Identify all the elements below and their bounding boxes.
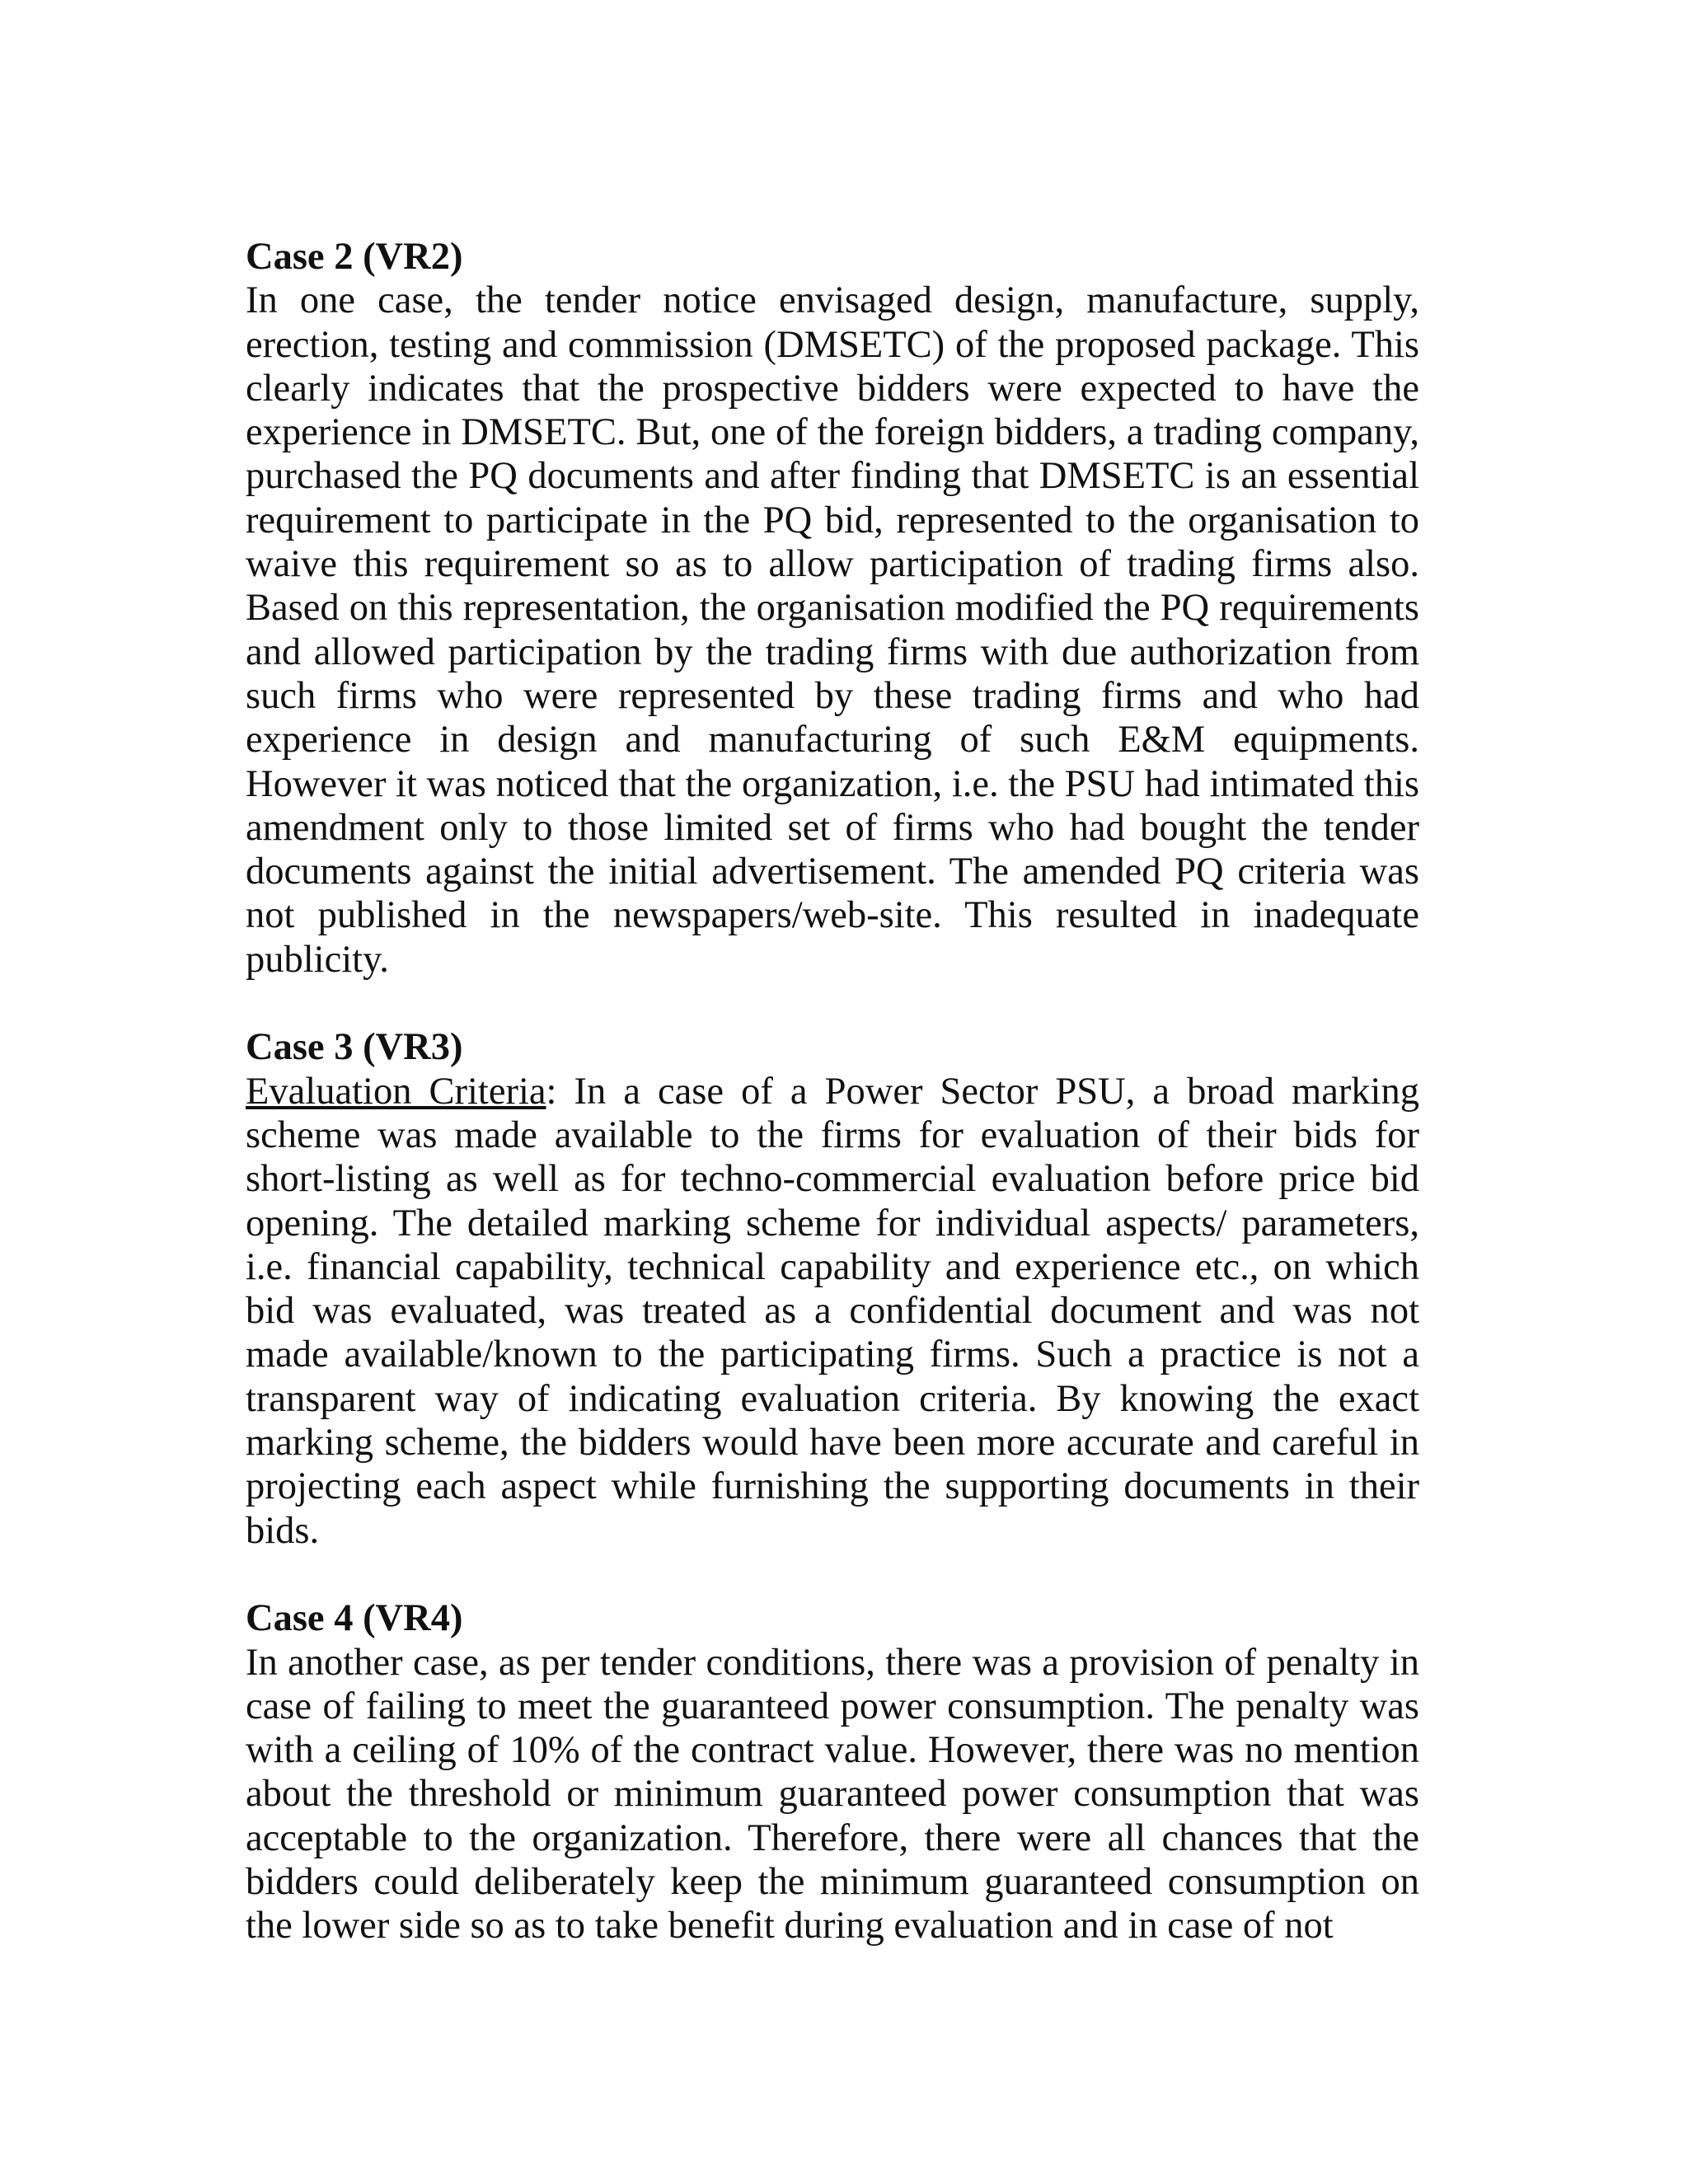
case-2-section xyxy=(246,235,1419,982)
case-4-heading: Case 4 (VR4) xyxy=(246,1597,463,1640)
case-3-paragraph xyxy=(246,1070,1419,1553)
case-4-paragraph: In another case, as per tender conditions, there was a provision of penalty in case of failing to meet the guaranteed power consumption. The penalty was with a ceiling of 10% of the contract value. However, there was no mention about the threshold or minimum guaranteed power consumption that was acceptable to the organization. Therefore, there were all chances that the bidders could deliberately keep the minimum guaranteed consumption on the lower side so as to take benefit during evaluation and in case of not xyxy=(246,1641,1419,1947)
case-3-text: : In a case of a Power Sector PSU, a broad marking scheme was made available to the firms for evaluation of their bids for short-listing as well as for techno-commercial evaluation before price bid opening. The detailed marking scheme for individual aspects/ parameters, i.e. financial capability, technical capability and experience etc., on which bid was evaluated, was treated as a confidential document and was not made available/known to the participating firms. Such a practice is not a transparent way of indicating evaluation criteria. By knowing the exact marking scheme, the bidders would have been more accurate and careful in projecting each aspect while furnishing the supporting documents in their bids. xyxy=(246,1070,1419,1552)
case-4-section xyxy=(246,1596,1419,1947)
case-3-section xyxy=(246,1025,1419,1553)
case-2-heading: Case 2 (VR2) xyxy=(246,236,463,278)
evaluation-criteria-label: Evaluation Criteria xyxy=(246,1070,546,1113)
document-body xyxy=(246,235,1419,1948)
case-3-heading: Case 3 (VR3) xyxy=(246,1026,463,1069)
case-2-paragraph: In one case, the tender notice envisaged design, manufacture, supply, erection, testing and commission (DMSETC) of the proposed package. This clearly indicates that the prospective bidders were expected to have the experience in DMSETC. But, one of the foreign bidders, a trading company, purchased the PQ documents and after finding that DMSETC is an essential requirement to participate in the PQ bid, represented to the organisation to waive this requirement so as to allow participation of trading firms also. Based on this representation, the organisation modified the PQ requirements and allowed participation by the trading firms with due authorization from such firms who were represented by these trading firms and who had experience in design and manufacturing of such E&M equipments. However it was noticed that the organization, i.e. the PSU had intimated this amendment only to those limited set of firms who had bought the tender documents against the initial advertisement. The amended PQ criteria was not published in the newspapers/web-site. This resulted in inadequate publicity. xyxy=(246,279,1419,981)
